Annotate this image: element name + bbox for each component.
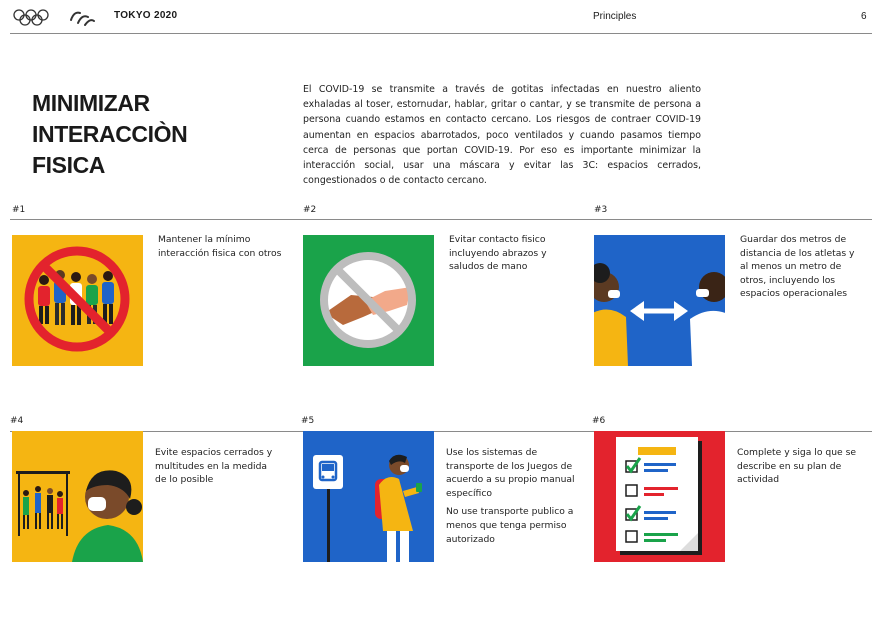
title-line: INTERACCIÒN [32,121,188,147]
caption-text: Complete y siga lo que se describe en su plan de actividad [737,447,857,486]
caption-text: Mantener la mínimo interacción fisica con otros [158,234,282,259]
title-line: MINIMIZAR [32,90,150,116]
page-number: 6 [861,11,867,22]
paralympic-agitos-icon [68,8,96,28]
activity-checklist-icon [594,431,725,562]
caption-text: Evitar contacto fisico incluyendo abrazos y saludos de mano [449,234,547,273]
principle-caption [740,233,865,301]
principle-caption [155,446,280,487]
principle-number: #3 [594,205,608,215]
games-transport-icon [303,431,434,562]
principle-number: #2 [303,205,317,215]
principle-number: #4 [10,416,24,426]
avoid-crowds-icon [12,431,143,562]
keep-distance-icon [594,235,725,366]
no-handshake-icon [303,235,434,366]
brand-label: TOKYO 2020 [114,10,178,21]
title-line: FISICA [32,152,105,178]
principle-number: #6 [592,416,606,426]
principle-number: #5 [301,416,315,426]
caption-text: Evite espacios cerrados y multitudes en la medida de lo posible [155,447,273,486]
header-divider [10,33,872,34]
page-title [32,88,252,181]
principle-caption [158,233,283,260]
caption-text: No use transporte publico a menos que tenga permiso autorizado [446,506,574,545]
caption-text: Use los sistemas de transporte de los Juegos de acuerdo a su propio manual específico [446,447,575,499]
section-label: Principles [593,11,637,22]
principle-caption [449,233,574,274]
principle-caption [446,446,581,546]
intro-paragraph: El COVID-19 se transmite a través de gotitas infectadas en nuestro aliento exhaladas al toser, estornudar, hablar, gritar o cantar, y se transmite de persona a persona cuando estamos en contacto cercano. Los riesgos de contraer COVID-19 aumentan en espacios abarrotados, poco ventilados y cuando pasamos tiempo cerca de personas que portan COVID-19. Por eso es importante minimizar la interacción social, usar una máscara y evitar las 3C: espacios cerrados, congestionados o de contacto cercano. [303,84,701,187]
no-crowd-icon [12,235,143,366]
olympic-rings-icon [12,9,50,27]
principle-caption [737,446,862,487]
principle-number: #1 [12,205,26,215]
caption-text: Guardar dos metros de distancia de los atletas y al menos un metro de otros, incluyendo los espacios operacionales [740,234,855,300]
row-divider [10,219,872,220]
